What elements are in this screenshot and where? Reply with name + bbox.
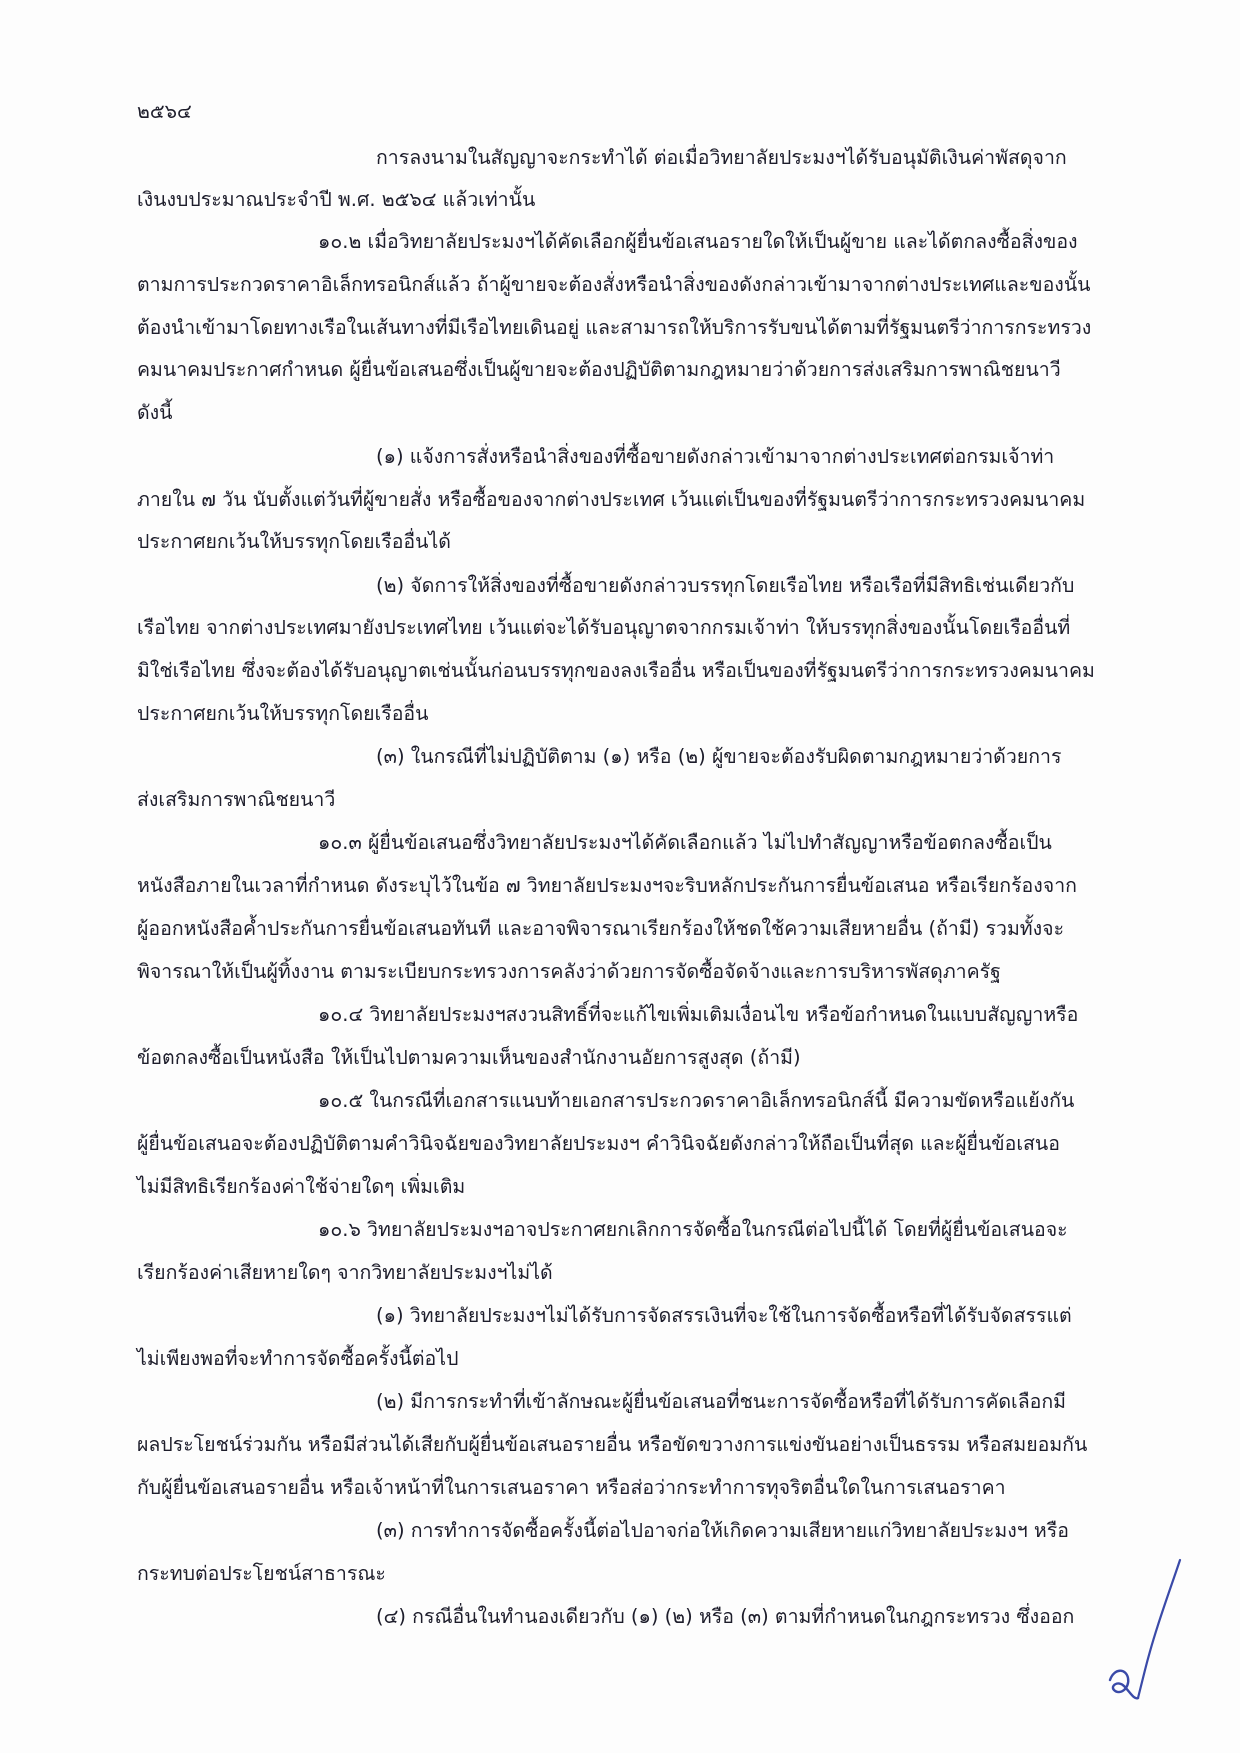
clause-10-5: ๑๐.๕ ในกรณีที่เอกสารแนบท้ายเอกสารประกวดราคาอิเล็กทรอนิกส์นี้ มีความขัดหรือแย้งกัน [318, 1089, 1075, 1112]
text-line: ต้องนำเข้ามาโดยทางเรือในเส้นทางที่มีเรือไทยเดินอยู่ และสามารถให้บริการรับขนได้ตามที่รัฐมนตรีว่าการกระทรวง [137, 316, 1092, 339]
text-line: ผู้ยื่นข้อเสนอจะต้องปฏิบัติตามคำวินิจฉัยของวิทยาลัยประมงฯ คำวินิจฉัยดังกล่าวให้ถือเป็นที่สุด และผู้ยื่นข้อเสนอ [137, 1132, 1060, 1155]
text-line: พิจารณาให้เป็นผู้ทิ้งงาน ตามระเบียบกระทรวงการคลังว่าด้วยการจัดซื้อจัดจ้างและการบริหารพัสดุภาครัฐ [137, 960, 1001, 983]
text-line: การลงนามในสัญญาจะกระทำได้ ต่อเมื่อวิทยาลัยประมงฯได้รับอนุมัติเงินค่าพัสดุจาก [376, 146, 1067, 169]
initials-signature [1100, 1540, 1200, 1710]
text-line: ผู้ออกหนังสือค้ำประกันการยื่นข้อเสนอทันที และอาจพิจารณาเรียกร้องให้ชดใช้ความเสียหายอื่น (ถ้ามี) รวมทั้งจะ [137, 917, 1065, 940]
sub-item-2: (๒) มีการกระทำที่เข้าลักษณะผู้ยื่นข้อเสนอที่ชนะการจัดซื้อหรือที่ได้รับการคัดเลือกมี [376, 1390, 1067, 1413]
text-line: กับผู้ยื่นข้อเสนอรายอื่น หรือเจ้าหน้าที่ในการเสนอราคา หรือส่อว่ากระทำการทุจริตอื่นใดในการเสนอราคา [137, 1476, 1006, 1499]
text-line: ส่งเสริมการพาณิชยนาวี [137, 788, 336, 811]
clause-10-6: ๑๐.๖ วิทยาลัยประมงฯอาจประกาศยกเลิกการจัดซื้อในกรณีต่อไปนี้ได้ โดยที่ผู้ยื่นข้อเสนอจะ [318, 1218, 1068, 1241]
text-line: เงินงบประมาณประจำปี พ.ศ. ๒๕๖๔ แล้วเท่านั้น [137, 188, 536, 211]
sub-item-3: (๓) ในกรณีที่ไม่ปฏิบัติตาม (๑) หรือ (๒) ผู้ขายจะต้องรับผิดตามกฎหมายว่าด้วยการ [376, 745, 1062, 768]
clause-10-3: ๑๐.๓ ผู้ยื่นข้อเสนอซึ่งวิทยาลัยประมงฯได้คัดเลือกแล้ว ไม่ไปทำสัญญาหรือข้อตกลงซื้อเป็น [318, 831, 1052, 854]
text-line: กระทบต่อประโยชน์สาธารณะ [137, 1562, 386, 1585]
text-line: ไม่มีสิทธิเรียกร้องค่าใช้จ่ายใดๆ เพิ่มเติม [137, 1175, 466, 1198]
text-line: ผลประโยชน์ร่วมกัน หรือมีส่วนได้เสียกับผู้ยื่นข้อเสนอรายอื่น หรือขัดขวางการแข่งขันอย่างเป็นธรรม หรือสมยอมกัน [137, 1433, 1088, 1456]
text-line: ตามการประกวดราคาอิเล็กทรอนิกส์แล้ว ถ้าผู้ขายจะต้องสั่งหรือนำสิ่งของดังกล่าวเข้ามาจากต่างประเทศและของนั้น [137, 273, 1091, 296]
text-line: ดังนี้ [137, 401, 173, 424]
text-line: เรียกร้องค่าเสียหายใดๆ จากวิทยาลัยประมงฯไม่ได้ [137, 1261, 553, 1284]
text-line: หนังสือภายในเวลาที่กำหนด ดังระบุไว้ในข้อ ๗ วิทยาลัยประมงฯจะริบหลักประกันการยื่นข้อเสนอ หรือเรียกร้องจาก [137, 874, 1077, 897]
page-number: ๒๕๖๔ [137, 100, 192, 123]
text-line: ภายใน ๗ วัน นับตั้งแต่วันที่ผู้ขายสั่ง หรือซื้อของจากต่างประเทศ เว้นแต่เป็นของที่รัฐมนตรีว่าการกระทรวงคมนาคม [137, 488, 1086, 511]
clause-10-2: ๑๐.๒ เมื่อวิทยาลัยประมงฯได้คัดเลือกผู้ยื่นข้อเสนอรายใดให้เป็นผู้ขาย และได้ตกลงซื้อสิ่งของ [318, 230, 1078, 253]
text-line: เรือไทย จากต่างประเทศมายังประเทศไทย เว้นแต่จะได้รับอนุญาตจากกรมเจ้าท่า ให้บรรทุกสิ่งของนั้นโดยเรืออื่นที่ [137, 616, 1071, 639]
text-line: ประกาศยกเว้นให้บรรทุกโดยเรืออื่น [137, 702, 429, 725]
sub-item-4: (๔) กรณีอื่นในทำนองเดียวกับ (๑) (๒) หรือ (๓) ตามที่กำหนดในกฎกระทรวง ซึ่งออก [376, 1605, 1075, 1628]
text-line: มิใช่เรือไทย ซึ่งจะต้องได้รับอนุญาตเช่นนั้นก่อนบรรทุกของลงเรืออื่น หรือเป็นของที่รัฐมนตรีว่าการกระทรวงคมนาคม [137, 659, 1095, 682]
sub-item-1: (๑) วิทยาลัยประมงฯไม่ได้รับการจัดสรรเงินที่จะใช้ในการจัดซื้อหรือที่ได้รับจัดสรรแต่ [376, 1304, 1072, 1327]
text-line: ข้อตกลงซื้อเป็นหนังสือ ให้เป็นไปตามความเห็นของสำนักงานอัยการสูงสุด (ถ้ามี) [137, 1046, 801, 1069]
sub-item-3: (๓) การทำการจัดซื้อครั้งนี้ต่อไปอาจก่อให้เกิดความเสียหายแก่วิทยาลัยประมงฯ หรือ [376, 1519, 1069, 1542]
text-line: ประกาศยกเว้นให้บรรทุกโดยเรืออื่นได้ [137, 530, 451, 553]
sub-item-2: (๒) จัดการให้สิ่งของที่ซื้อขายดังกล่าวบรรทุกโดยเรือไทย หรือเรือที่มีสิทธิเช่นเดียวกับ [376, 574, 1075, 597]
text-line: ไม่เพียงพอที่จะทำการจัดซื้อครั้งนี้ต่อไป [137, 1347, 459, 1370]
text-line: คมนาคมประกาศกำหนด ผู้ยื่นข้อเสนอซึ่งเป็นผู้ขายจะต้องปฏิบัติตามกฎหมายว่าด้วยการส่งเสริมการพาณิชยนาวี [137, 358, 1061, 381]
sub-item-1: (๑) แจ้งการสั่งหรือนำสิ่งของที่ซื้อขายดังกล่าวเข้ามาจากต่างประเทศต่อกรมเจ้าท่า [376, 445, 1055, 468]
clause-10-4: ๑๐.๔ วิทยาลัยประมงฯสงวนสิทธิ์ที่จะแก้ไขเพิ่มเติมเงื่อนไข หรือข้อกำหนดในแบบสัญญาหรือ [318, 1003, 1079, 1026]
